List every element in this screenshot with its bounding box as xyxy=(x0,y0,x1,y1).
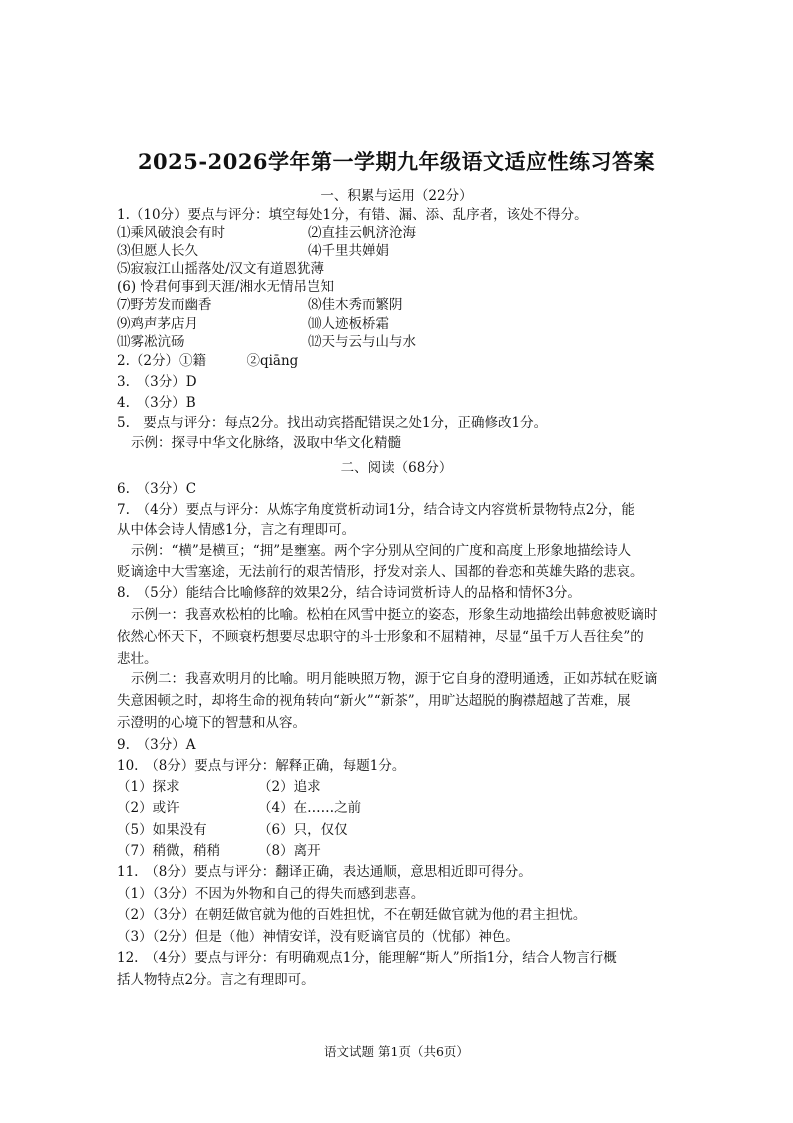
q1-item-3: ⑶但愿人长久 xyxy=(117,243,198,259)
q8-line-2: 示例一：我喜欢松柏的比喻。松柏在风雪中挺立的姿态，形象生动地描绘出韩愈被贬谪时 xyxy=(131,607,658,623)
q9-answer: 9. （3分）A xyxy=(117,737,196,753)
page-title: 2025-2026学年第一学期九年级语文适应性练习答案 xyxy=(137,149,656,174)
q11-head: 11. （8分）要点与评分：翻译正确，表达通顺，意思相近即可得分。 xyxy=(117,864,532,880)
q10-item-7: （7）稍微，稍稍 xyxy=(117,843,221,859)
q1-item-12: ⑿天与云与山与水 xyxy=(308,334,416,350)
q1-item-10: ⑽人迹板桥霜 xyxy=(308,316,389,332)
q1-item-2: ⑵直挂云帆济沧海 xyxy=(308,225,416,241)
q10-item-3: （2）或许 xyxy=(117,800,180,816)
page-footer: 语文试题 第1页（共6页） xyxy=(324,1044,469,1059)
section-heading-1: 一、积累与运用（22分） xyxy=(320,188,473,204)
q10-item-4: （4）在……之前 xyxy=(258,800,362,816)
q3-answer: 3. （3分）D xyxy=(117,374,197,390)
q1-item-8: ⑻佳木秀而繁阴 xyxy=(308,297,403,313)
q8-line-5: 示例二：我喜欢明月的比喻。明月能映照万物，源于它自身的澄明通透，正如苏轼在贬谪 xyxy=(131,671,658,687)
q4-answer: 4. （3分）B xyxy=(117,395,196,411)
q8-line-6: 失意困顿之时，却将生命的视角转向“新火”“新茶”，用旷达超脱的胸襟超越了苦难，展 xyxy=(117,693,631,709)
q1-head: 1.（10分）要点与评分：填空每处1分，有错、漏、添、乱序者，该处不得分。 xyxy=(117,207,588,223)
q8-line-4: 悲壮。 xyxy=(117,651,158,667)
q1-item-5: ⑸寂寂江山摇落处/汉文有道恩犹薄 xyxy=(117,261,325,277)
q8-line-7: 示澄明的心境下的智慧和从容。 xyxy=(117,715,306,731)
q11-answer-3: （3）（2分）但是（他）神情安详，没有贬谪官员的（忧郁）神色。 xyxy=(117,929,519,945)
q1-item-6: (6) 怜君何事到天涯/湘水无情吊岂知 xyxy=(117,279,334,295)
q12-line-2: 括人物特点2分。言之有理即可。 xyxy=(117,972,315,988)
q10-item-2: （2）追求 xyxy=(258,779,321,795)
q10-item-8: （8）离开 xyxy=(258,843,321,859)
q11-answer-1: （1）（3分）不因为外物和自己的得失而感到悲喜。 xyxy=(117,886,425,902)
q1-item-9: ⑼鸡声茅店月 xyxy=(117,316,198,332)
q7-line-4: 贬谪途中大雪塞途，无法前行的艰苦情形，抒发对亲人、国都的眷恋和英雄失路的悲哀。 xyxy=(117,564,644,580)
q10-item-5: （5）如果没有 xyxy=(117,822,207,838)
q12-line-1: 12. （4分）要点与评分：有明确观点1分，能理解“斯人”所指1分，结合人物言行概 xyxy=(117,950,617,966)
q8-line-1: 8. （5分）能结合比喻修辞的效果2分，结合诗词赏析诗人的品格和情怀3分。 xyxy=(117,585,581,601)
q7-line-1: 7. （4分）要点与评分：从炼字角度赏析动词1分，结合诗文内容赏析景物特点2分，能 xyxy=(117,502,635,518)
q1-item-7: ⑺野芳发而幽香 xyxy=(117,297,212,313)
q10-item-6: （6）只，仅仅 xyxy=(258,822,348,838)
q5-example: 示例：探寻中华文化脉络，汲取中华文化精髓 xyxy=(131,435,401,451)
q5-head: 5. 要点与评分：每点2分。找出动宾搭配错误之处1分，正确修改1分。 xyxy=(117,415,548,431)
q1-item-4: ⑷千里共婵娟 xyxy=(308,243,389,259)
q10-item-1: （1）探求 xyxy=(117,779,180,795)
section-heading-2: 二、阅读（68分） xyxy=(340,460,453,476)
q1-item-11: ⑾雾凇沆砀 xyxy=(117,334,185,350)
q7-line-3: 示例：“横”是横亘；“拥”是壅塞。两个字分别从空间的广度和高度上形象地描绘诗人 xyxy=(131,543,632,559)
q8-line-3: 依然心怀天下，不顾衰朽想要尽忠职守的斗士形象和不屈精神，尽显“虽千万人吾往矣”的 xyxy=(117,629,644,645)
q7-line-2: 从中体会诗人情感1分，言之有理即可。 xyxy=(117,522,356,538)
q1-item-1: ⑴乘风破浪会有时 xyxy=(117,225,225,241)
q11-answer-2: （2）（3分）在朝廷做官就为他的百姓担忧，不在朝廷做官就为他的君主担忧。 xyxy=(117,907,587,923)
q2-answer: 2.（2分）①籍 ②qiāng xyxy=(117,353,299,369)
q6-answer: 6. （3分）C xyxy=(117,481,197,497)
q10-head: 10. （8分）要点与评分：解释正确，每题1分。 xyxy=(117,758,406,774)
